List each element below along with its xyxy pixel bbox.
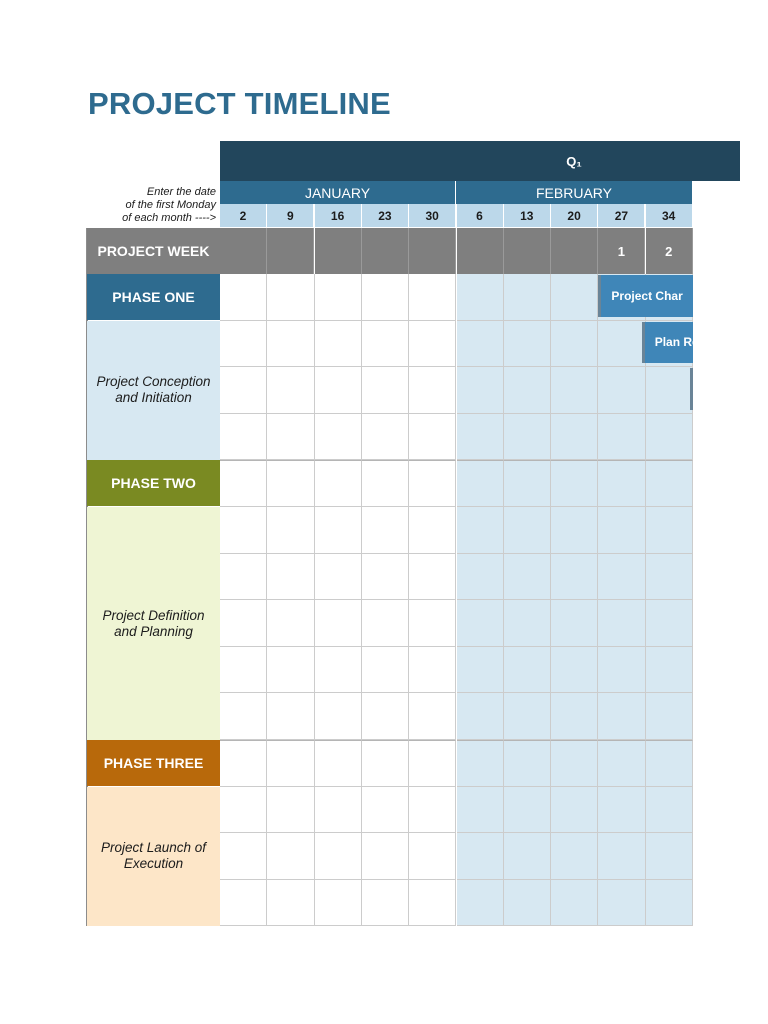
timeline-cell[interactable] [646, 460, 693, 507]
timeline-cell[interactable] [362, 600, 409, 647]
timeline-cell[interactable] [409, 787, 456, 834]
timeline-cell[interactable] [504, 460, 551, 507]
date-cell[interactable]: 30 [409, 204, 456, 227]
timeline-cell[interactable] [362, 554, 409, 601]
timeline-cell[interactable] [315, 414, 362, 461]
timeline-cell[interactable] [457, 647, 504, 694]
timeline-cell[interactable] [362, 321, 409, 368]
timeline-cell[interactable] [220, 554, 267, 601]
timeline-cell[interactable] [220, 600, 267, 647]
timeline-cell[interactable] [598, 833, 645, 880]
timeline-cell[interactable] [267, 507, 314, 554]
phase-description: Project Launch of Execution [87, 787, 220, 926]
timeline-cell[interactable] [409, 740, 456, 787]
timeline-cell[interactable] [598, 600, 645, 647]
timeline-cell[interactable] [409, 693, 456, 740]
note-line: Enter the date [146, 186, 216, 198]
timeline-cell[interactable] [362, 740, 409, 787]
timeline-cell[interactable] [457, 367, 504, 414]
timeline-cell[interactable] [315, 740, 362, 787]
timeline-cell[interactable] [409, 367, 456, 414]
timeline-cell[interactable] [646, 880, 693, 926]
timeline-cell[interactable] [457, 460, 504, 507]
timeline-cell[interactable] [220, 693, 267, 740]
phase-header: PHASE THREE [87, 740, 220, 786]
timeline-cell[interactable] [646, 414, 693, 461]
phase-description: Project Definition and Planning [87, 507, 220, 740]
timeline-cell[interactable] [598, 787, 645, 834]
timeline-cell[interactable] [220, 787, 267, 834]
week-number-cell [409, 228, 456, 274]
timeline-cell[interactable] [362, 507, 409, 554]
timeline-cell[interactable] [504, 647, 551, 694]
timeline-cell[interactable] [315, 647, 362, 694]
timeline-cell[interactable] [267, 460, 314, 507]
timeline-cell[interactable] [267, 274, 314, 321]
task-bar-edge[interactable] [690, 368, 693, 410]
note-line: of each month ----> [122, 212, 216, 224]
timeline-cell[interactable] [315, 880, 362, 926]
timeline-cell[interactable] [551, 367, 598, 414]
timeline-cell[interactable] [362, 647, 409, 694]
timeline-cell[interactable] [267, 600, 314, 647]
timeline-cell[interactable] [409, 647, 456, 694]
timeline-cell[interactable] [315, 833, 362, 880]
timeline-cell[interactable] [267, 367, 314, 414]
timeline-cell[interactable] [267, 693, 314, 740]
timeline-cell[interactable] [551, 414, 598, 461]
quarter-label: Q₁ [566, 153, 582, 169]
date-cell[interactable]: 34 [646, 204, 693, 227]
week-number-cell: 2 [646, 228, 693, 274]
timeline-cell[interactable] [598, 414, 645, 461]
timeline-cell[interactable] [457, 693, 504, 740]
timeline-cell[interactable] [220, 740, 267, 787]
timeline-cell[interactable] [646, 600, 693, 647]
date-instruction-note [100, 186, 216, 225]
timeline-cell[interactable] [646, 693, 693, 740]
timeline-cell[interactable] [267, 833, 314, 880]
project-week-header: PROJECT WEEK [87, 228, 220, 274]
timeline-cell[interactable] [220, 507, 267, 554]
phase-description: Project Conception and Initiation [87, 321, 220, 461]
timeline-cell[interactable] [315, 460, 362, 507]
phase-header: PHASE TWO [87, 460, 220, 506]
timeline-cell[interactable] [598, 647, 645, 694]
timeline-cell[interactable] [504, 274, 551, 321]
date-cell[interactable]: 9 [267, 204, 314, 227]
timeline-cell[interactable] [504, 554, 551, 601]
timeline-cell[interactable] [551, 740, 598, 787]
week-number-cell [267, 228, 314, 274]
timeline-cell[interactable] [315, 693, 362, 740]
timeline-cell[interactable] [362, 833, 409, 880]
timeline-cell[interactable] [267, 647, 314, 694]
timeline-cell[interactable] [409, 880, 456, 926]
timeline-cell[interactable] [551, 693, 598, 740]
timeline-cell[interactable] [315, 367, 362, 414]
timeline-cell[interactable] [598, 367, 645, 414]
page-title: PROJECT TIMELINE [88, 86, 391, 121]
timeline-cell[interactable] [598, 507, 645, 554]
timeline-cell[interactable] [362, 274, 409, 321]
month-header-february: FEBRUARY [456, 181, 693, 204]
timeline-cell[interactable] [362, 880, 409, 926]
timeline-cell[interactable] [362, 414, 409, 461]
timeline-cell[interactable] [598, 880, 645, 926]
timeline-cell[interactable] [646, 787, 693, 834]
timeline-cell[interactable] [362, 787, 409, 834]
month-header-january: JANUARY [220, 181, 456, 204]
date-cell[interactable]: 16 [315, 204, 362, 227]
quarter-header [220, 141, 740, 181]
timeline-cell[interactable] [457, 554, 504, 601]
timeline-cell[interactable] [598, 321, 645, 368]
timeline-cell[interactable] [598, 740, 645, 787]
timeline-cell[interactable] [646, 367, 693, 414]
timeline-cell[interactable] [409, 833, 456, 880]
timeline-cell[interactable] [504, 367, 551, 414]
timeline-cell[interactable] [220, 833, 267, 880]
timeline-cell[interactable] [315, 787, 362, 834]
timeline-cell[interactable] [598, 693, 645, 740]
timeline-cell[interactable] [457, 880, 504, 926]
week-number-cell [315, 228, 362, 274]
date-cell[interactable]: 2 [220, 204, 267, 227]
timeline-cell[interactable] [598, 554, 645, 601]
timeline-cell[interactable] [551, 460, 598, 507]
task-bar[interactable]: Plan Re [642, 322, 693, 364]
timeline-cell[interactable] [409, 321, 456, 368]
date-cell[interactable]: 6 [457, 204, 504, 227]
timeline-cell[interactable] [220, 367, 267, 414]
timeline-cell[interactable] [504, 740, 551, 787]
timeline-cell[interactable] [504, 507, 551, 554]
week-number-cell [220, 228, 267, 274]
timeline-cell[interactable] [220, 321, 267, 368]
date-cell[interactable]: 27 [598, 204, 645, 227]
task-bar[interactable]: Project Char [598, 275, 693, 317]
timeline-cell[interactable] [504, 693, 551, 740]
timeline-cell[interactable] [362, 367, 409, 414]
date-cell[interactable]: 13 [504, 204, 551, 227]
timeline-cell[interactable] [362, 460, 409, 507]
timeline-cell[interactable] [457, 414, 504, 461]
timeline-cell[interactable] [409, 554, 456, 601]
timeline-cell[interactable] [504, 833, 551, 880]
timeline-cell[interactable] [457, 600, 504, 647]
week-number-cell [551, 228, 598, 274]
timeline-cell[interactable] [646, 554, 693, 601]
timeline-cell[interactable] [409, 460, 456, 507]
timeline-cell[interactable] [220, 460, 267, 507]
timeline-cell[interactable] [551, 647, 598, 694]
timeline-cell[interactable] [646, 740, 693, 787]
timeline-cell[interactable] [267, 321, 314, 368]
timeline-cell[interactable] [551, 554, 598, 601]
timeline-cell[interactable] [551, 787, 598, 834]
date-cell[interactable]: 23 [362, 204, 409, 227]
timeline-cell[interactable] [409, 600, 456, 647]
timeline-cell[interactable] [598, 460, 645, 507]
timeline-cell[interactable] [267, 414, 314, 461]
week-number-cell: 1 [598, 228, 645, 274]
timeline-cell[interactable] [457, 787, 504, 834]
timeline-cell[interactable] [551, 600, 598, 647]
timeline-cell[interactable] [315, 274, 362, 321]
note-line: of the first Monday [125, 199, 216, 211]
timeline-cell[interactable] [220, 880, 267, 926]
timeline-cell[interactable] [409, 414, 456, 461]
timeline-cell[interactable] [362, 693, 409, 740]
timeline-cell[interactable] [504, 787, 551, 834]
timeline-cell[interactable] [267, 880, 314, 926]
timeline-cell[interactable] [457, 833, 504, 880]
timeline-cell[interactable] [457, 740, 504, 787]
timeline-cell[interactable] [504, 321, 551, 368]
timeline-cell[interactable] [457, 274, 504, 321]
timeline-cell[interactable] [409, 274, 456, 321]
date-cell[interactable]: 20 [551, 204, 598, 227]
timeline-cell[interactable] [409, 507, 456, 554]
timeline-cell[interactable] [315, 507, 362, 554]
timeline-cell[interactable] [551, 321, 598, 368]
timeline-cell[interactable] [315, 321, 362, 368]
timeline-cell[interactable] [457, 321, 504, 368]
timeline-cell[interactable] [315, 600, 362, 647]
timeline-cell[interactable] [267, 554, 314, 601]
timeline-cell[interactable] [267, 740, 314, 787]
timeline-cell[interactable] [457, 507, 504, 554]
timeline-cell[interactable] [504, 600, 551, 647]
timeline-cell[interactable] [504, 880, 551, 926]
week-number-cell [457, 228, 504, 274]
timeline-cell[interactable] [551, 880, 598, 926]
week-number-cell [504, 228, 551, 274]
timeline-cell[interactable] [646, 647, 693, 694]
timeline-cell[interactable] [267, 787, 314, 834]
week-number-cell [362, 228, 409, 274]
timeline-cell[interactable] [646, 507, 693, 554]
phase-header: PHASE ONE [87, 274, 220, 320]
timeline-cell[interactable] [551, 274, 598, 321]
timeline-cell[interactable] [551, 833, 598, 880]
timeline-cell[interactable] [220, 647, 267, 694]
timeline-cell[interactable] [220, 414, 267, 461]
timeline-cell[interactable] [551, 507, 598, 554]
timeline-grid [220, 274, 699, 926]
timeline-cell[interactable] [646, 833, 693, 880]
timeline-cell[interactable] [220, 274, 267, 321]
timeline-cell[interactable] [504, 414, 551, 461]
timeline-cell[interactable] [315, 554, 362, 601]
